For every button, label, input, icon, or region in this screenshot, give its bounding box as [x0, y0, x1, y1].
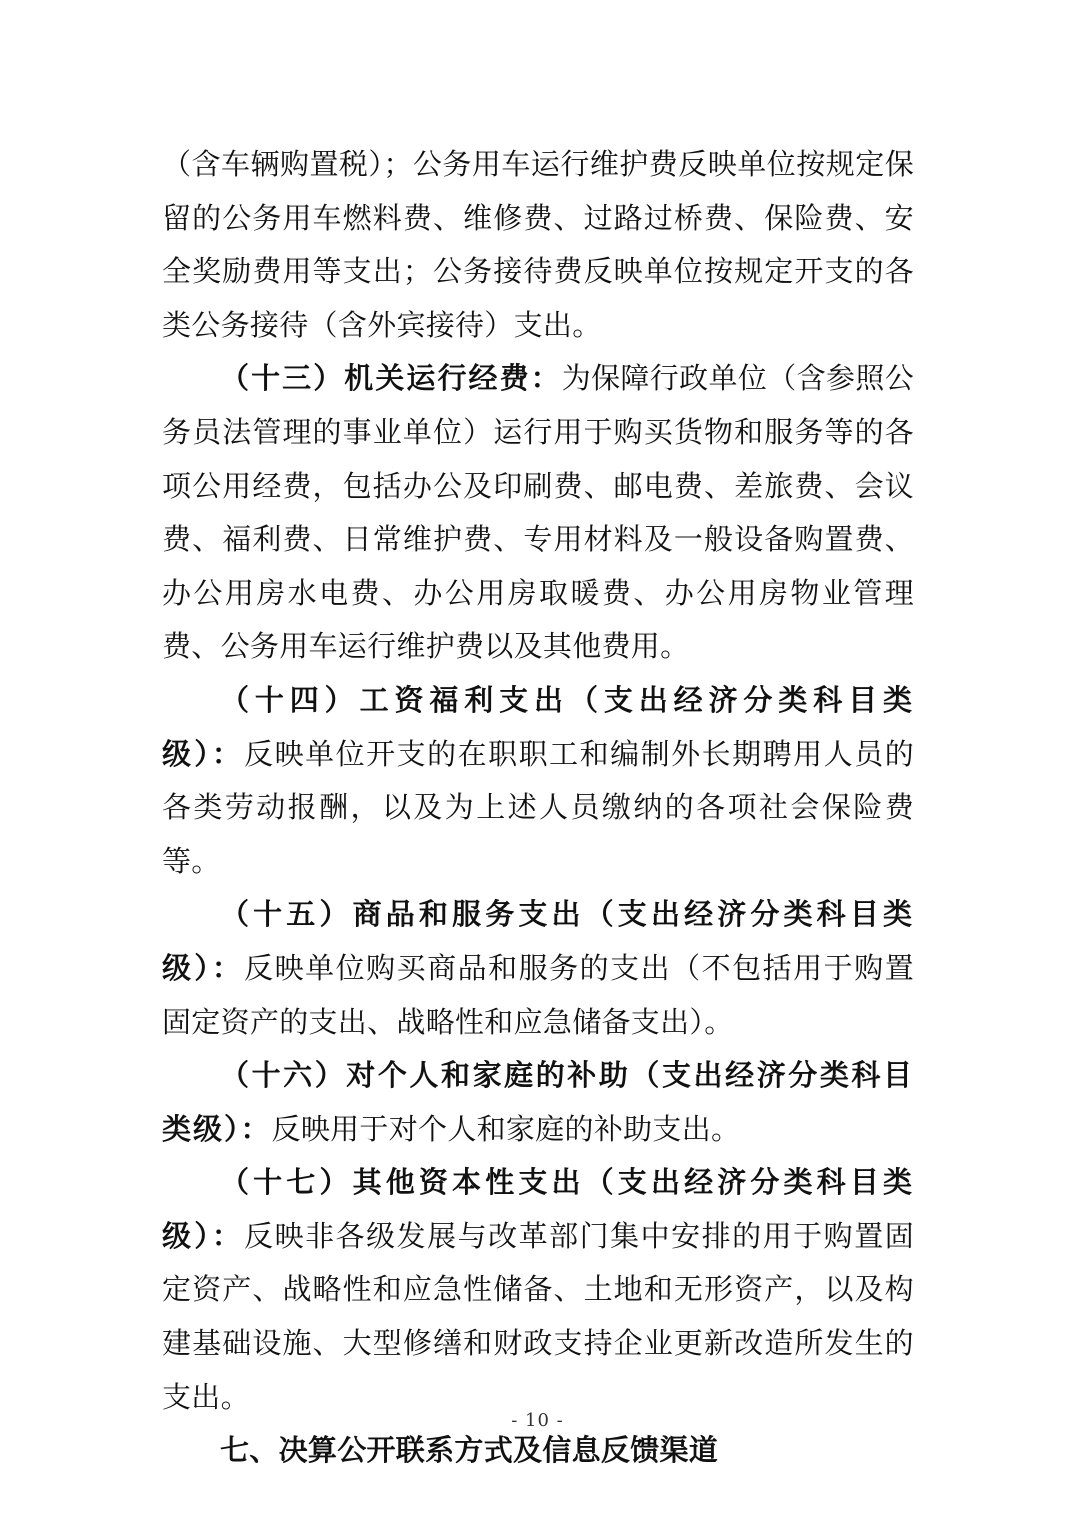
paragraph-heading: （十六）对个人和家庭的补助（支出经济分类科目类级）：: [162, 1058, 914, 1146]
paragraph-item-14: [162, 674, 914, 888]
paragraph-item-15: [162, 888, 914, 1049]
paragraph-item-17: [162, 1156, 914, 1424]
paragraph-body: 为保障行政单位（含参照公务员法管理的事业单位）运行用于购买货物和服务等的各项公用经费，包括办公及印刷费、邮电费、差旅费、会议费、福利费、日常维护费、专用材料及一般设备购置费、办公用房水电费、办公用房取暖费、办公用房物业管理费、公务用车运行维护费以及其他费用。: [162, 361, 914, 664]
page-number: - 10 -: [511, 1410, 564, 1431]
document-body: [162, 138, 914, 1478]
paragraph-item-16: [162, 1049, 914, 1156]
paragraph-item-13: [162, 352, 914, 674]
paragraph-heading: （十三）机关运行经费：: [220, 361, 562, 396]
section-heading: 七、决算公开联系方式及信息反馈渠道: [220, 1433, 719, 1468]
paragraph-body: （含车辆购置税）；公务用车运行维护费反映单位按规定保留的公务用车燃料费、维修费、过路过桥费、保险费、安全奖励费用等支出；公务接待费反映单位按规定开支的各类公务接待（含外宾接待）支出。: [162, 147, 914, 342]
paragraph-body: 反映非各级发展与改革部门集中安排的用于购置固定资产、战略性和应急性储备、土地和无形资产，以及构建基础设施、大型修缮和财政支持企业更新改造所发生的支出。: [162, 1218, 914, 1414]
paragraph-heading: （十七）其他资本性支出（支出经济分类科目类级）：: [162, 1165, 914, 1253]
paragraph-body: 反映单位开支的在职职工和编制外长期聘用人员的各类劳动报酬，以及为上述人员缴纳的各项社会保险费等。: [162, 736, 914, 878]
paragraph-body: 反映用于对个人和家庭的补助支出。: [271, 1111, 741, 1146]
paragraph-heading: （十四）工资福利支出（支出经济分类科目类级）：: [162, 682, 914, 771]
paragraph-continuation: [162, 138, 914, 352]
paragraph-heading: （十五）商品和服务支出（支出经济分类科目类级）：: [162, 897, 914, 985]
paragraph-body: 反映单位购买商品和服务的支出（不包括用于购置固定资产的支出、战略性和应急储备支出）。: [162, 950, 914, 1039]
